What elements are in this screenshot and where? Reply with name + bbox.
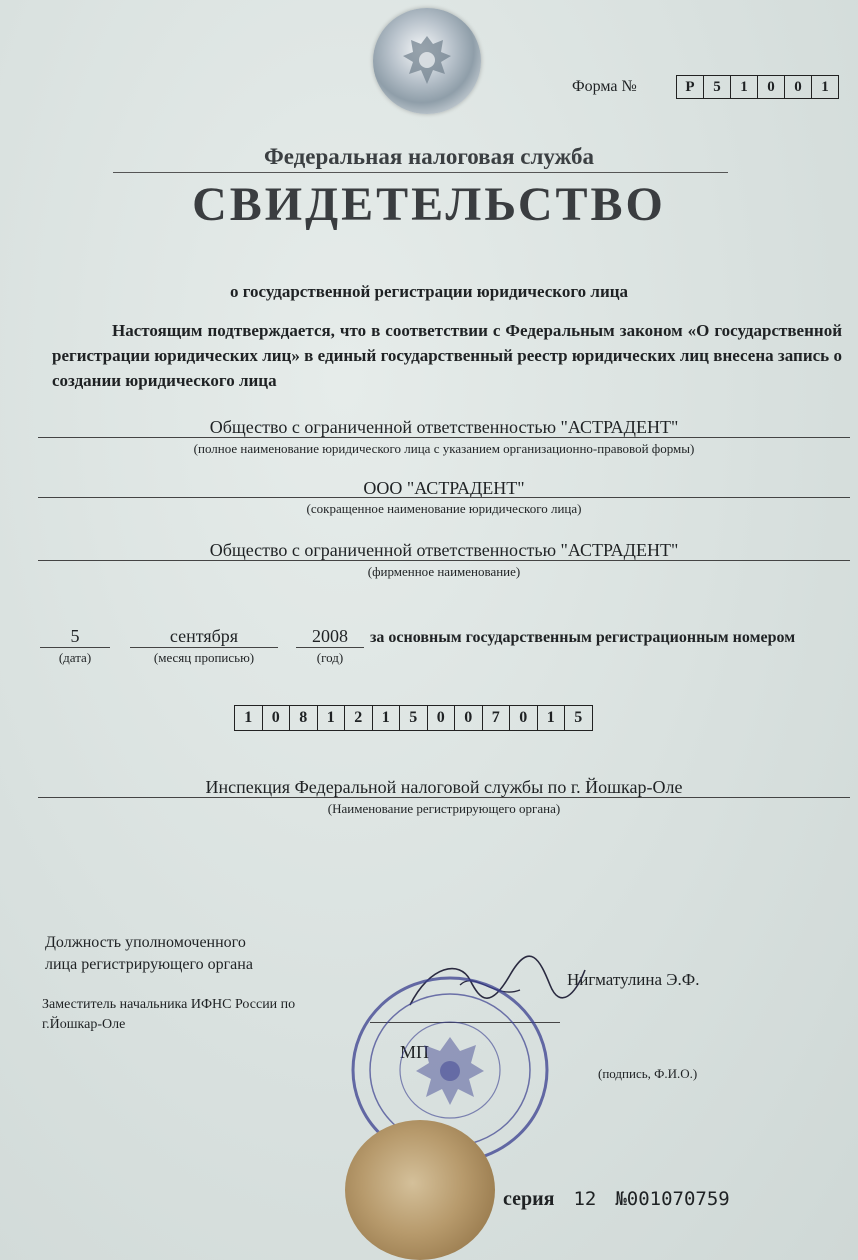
mp-mark: МП	[400, 1042, 430, 1062]
official-position-line-2: г.Йошкар-Оле	[42, 1017, 126, 1032]
official-name: Нигматулина Э.Ф.	[567, 970, 700, 989]
form-code-cell: 1	[731, 76, 758, 98]
field-line	[38, 497, 850, 498]
ogrn-digit: 7	[483, 706, 511, 730]
ogrn-digit: 8	[290, 706, 318, 730]
registration-month: сентября	[169, 626, 239, 646]
position-caption	[45, 932, 253, 976]
ogrn-digit: 1	[235, 706, 263, 730]
position-caption-line-2: лица регистрирующего органа	[45, 956, 253, 973]
entity-full-name: Общество с ограниченной ответственностью "АСТРАДЕНТ"	[209, 417, 679, 437]
registration-year: 2008	[312, 626, 348, 646]
entity-brand-name: Общество с ограниченной ответственностью "АСТРАДЕНТ"	[209, 540, 679, 560]
ogrn-digit: 5	[574, 709, 583, 726]
document-subtitle: о государственной регистрации юридического лица	[229, 282, 629, 301]
ogrn-digit: 1	[373, 706, 401, 730]
position-caption-line-1: Должность уполномоченного	[45, 934, 246, 951]
ogrn-digit: 0	[455, 706, 483, 730]
ogrn-digit: 0	[263, 706, 291, 730]
registration-day: 5	[70, 626, 80, 646]
serial-series: 12	[573, 1188, 597, 1210]
form-code-cell: 0	[785, 76, 812, 98]
ogrn-digit: 2	[345, 706, 373, 730]
form-code-cell: 1	[821, 79, 829, 95]
entity-short-name: ООО "АСТРАДЕНТ"	[363, 478, 525, 498]
ogrn-boxes	[234, 705, 593, 731]
field-line	[296, 647, 364, 648]
official-position-line-1: Заместитель начальника ИФНС России по	[42, 997, 296, 1012]
hologram-emblem-icon	[373, 8, 481, 114]
ogrn-digit: 5	[400, 706, 428, 730]
ogrn-digit: 1	[538, 706, 566, 730]
serial-number: №001070759	[615, 1188, 730, 1210]
agency-underline	[113, 172, 728, 173]
official-position	[42, 995, 295, 1035]
form-code-cell: Р	[677, 76, 704, 98]
ogrn-digit: 1	[318, 706, 346, 730]
field-line	[130, 647, 278, 648]
entity-short-name-caption: (сокращенное наименование юридического лица)	[306, 501, 582, 516]
year-caption: (год)	[316, 650, 344, 665]
entity-brand-name-caption: (фирменное наименование)	[367, 564, 521, 579]
ogrn-digit: 0	[510, 706, 538, 730]
month-caption: (месяц прописью)	[153, 650, 255, 665]
signature-caption: (подпись, Ф.И.О.)	[598, 1066, 698, 1081]
authority-caption: (Наименование регистрирующего органа)	[327, 801, 561, 816]
statement-paragraph: Настоящим подтверждается, что в соответствии с Федеральным законом «О государственной регистрации юридических лиц» в единый государственный реестр юридических лиц внесена запись о создании юридического лица	[52, 321, 842, 390]
day-caption: (дата)	[58, 650, 92, 665]
field-line	[38, 797, 850, 798]
entity-full-name-caption: (полное наименование юридического лица с указанием организационно-правовой формы)	[193, 441, 695, 456]
ogrn-label: за основным государственным регистрационным номером	[370, 629, 796, 646]
form-code-boxes	[676, 75, 839, 99]
document-title: СВИДЕТЕЛЬСТВО	[192, 178, 666, 231]
field-line	[38, 437, 850, 438]
gold-seal	[345, 1120, 495, 1260]
agency-name: Федеральная налоговая служба	[264, 144, 594, 169]
ogrn-digit: 0	[428, 706, 456, 730]
field-line	[40, 647, 110, 648]
serial-label: серия	[503, 1188, 555, 1210]
registering-authority: Инспекция Федеральной налоговой службы по г. Йошкар-Оле	[205, 777, 683, 797]
form-code-cell: 5	[704, 76, 731, 98]
form-code-cell: 0	[758, 76, 785, 98]
field-line	[38, 560, 850, 561]
serial-number-block	[503, 1188, 730, 1211]
form-number-label: Форма №	[572, 78, 637, 95]
